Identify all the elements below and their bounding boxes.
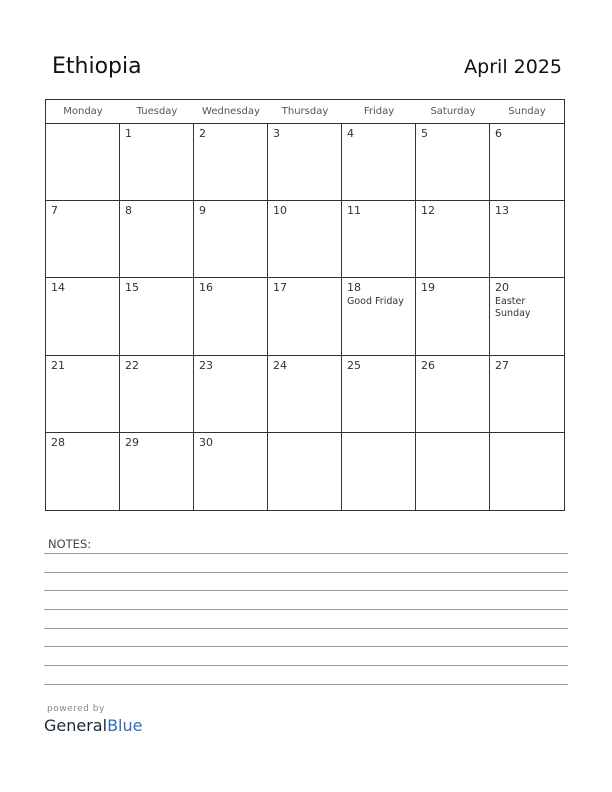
- day-cell: [268, 433, 342, 510]
- day-cell: [194, 433, 268, 510]
- day-cell: [120, 124, 194, 201]
- weekday-header-saturday: Saturday: [416, 100, 490, 124]
- note-line: [44, 553, 568, 554]
- day-number: 15: [125, 281, 139, 295]
- day-number: 2: [199, 127, 206, 140]
- day-cell: [46, 278, 120, 355]
- day-number: 27: [495, 358, 509, 372]
- powered-by-text: powered by: [47, 704, 105, 714]
- month-title: April 2025: [464, 56, 562, 78]
- day-number: 20: [495, 281, 509, 295]
- notes-label: NOTES:: [48, 537, 92, 551]
- holiday-label: Good Friday: [347, 296, 404, 308]
- day-number: 7: [51, 204, 58, 218]
- day-number: 21: [51, 358, 65, 372]
- day-cell: [46, 433, 120, 510]
- day-cell: [46, 356, 120, 433]
- brand-general: General: [44, 716, 108, 735]
- day-number: 24: [273, 358, 287, 372]
- day-number: 19: [421, 281, 435, 295]
- day-cell: [268, 356, 342, 433]
- note-line: [44, 628, 568, 629]
- day-number: 9: [199, 204, 206, 218]
- day-cell: [120, 278, 194, 355]
- day-cell: [194, 356, 268, 433]
- day-number: 6: [495, 127, 502, 140]
- day-cell: [194, 201, 268, 278]
- day-cell: [416, 433, 490, 510]
- day-cell: [342, 433, 416, 510]
- day-number: 16: [199, 281, 213, 295]
- note-line: [44, 609, 568, 610]
- weekday-header-wednesday: Wednesday: [194, 100, 268, 124]
- day-cell: [194, 124, 268, 201]
- day-cell: [490, 201, 564, 278]
- day-number: 23: [199, 358, 213, 372]
- day-cell: [342, 356, 416, 433]
- day-number: 28: [51, 435, 65, 449]
- day-cell: [342, 201, 416, 278]
- day-cell: [342, 124, 416, 201]
- note-line: [44, 572, 568, 573]
- day-cell: [268, 278, 342, 355]
- weekday-header-tuesday: Tuesday: [120, 100, 194, 124]
- day-cell: [120, 201, 194, 278]
- day-number: 5: [421, 127, 428, 140]
- day-number: 18: [347, 281, 361, 295]
- day-number: 11: [347, 204, 361, 218]
- page-title: Ethiopia: [52, 54, 142, 79]
- weekday-header-monday: Monday: [46, 100, 120, 124]
- day-cell: [194, 278, 268, 355]
- note-line: [44, 646, 568, 647]
- day-number: 8: [125, 204, 132, 218]
- day-cell: [120, 356, 194, 433]
- day-cell: [120, 433, 194, 510]
- day-cell: [490, 278, 564, 355]
- day-number: 25: [347, 358, 361, 372]
- day-number: 26: [421, 358, 435, 372]
- holiday-label: Easter Sunday: [495, 296, 531, 320]
- day-cell: [490, 356, 564, 433]
- day-number: 17: [273, 281, 287, 295]
- day-cell: [416, 356, 490, 433]
- day-cell: [342, 278, 416, 355]
- note-line: [44, 665, 568, 666]
- weekday-header-sunday: Sunday: [490, 100, 564, 124]
- day-cell: [46, 124, 120, 201]
- day-number: 14: [51, 281, 65, 295]
- note-line: [44, 590, 568, 591]
- day-number: 22: [125, 358, 139, 372]
- day-cell: [490, 124, 564, 201]
- weekday-header-friday: Friday: [342, 100, 416, 124]
- note-line: [44, 684, 568, 685]
- day-number: 3: [273, 127, 280, 140]
- day-cell: [416, 278, 490, 355]
- day-cell: [490, 433, 564, 510]
- day-cell: [268, 124, 342, 201]
- day-number: 12: [421, 204, 435, 218]
- day-cell: [46, 201, 120, 278]
- day-cell: [416, 124, 490, 201]
- day-cell: [416, 201, 490, 278]
- day-cell: [268, 201, 342, 278]
- brand-logo: [44, 716, 142, 735]
- weekday-header-thursday: Thursday: [268, 100, 342, 124]
- brand-blue: Blue: [107, 716, 143, 735]
- day-number: 29: [125, 435, 139, 449]
- day-number: 10: [273, 204, 287, 218]
- day-number: 4: [347, 127, 354, 140]
- calendar-grid: [45, 99, 565, 511]
- day-number: 1: [125, 127, 132, 140]
- day-number: 30: [199, 435, 213, 449]
- day-number: 13: [495, 204, 509, 218]
